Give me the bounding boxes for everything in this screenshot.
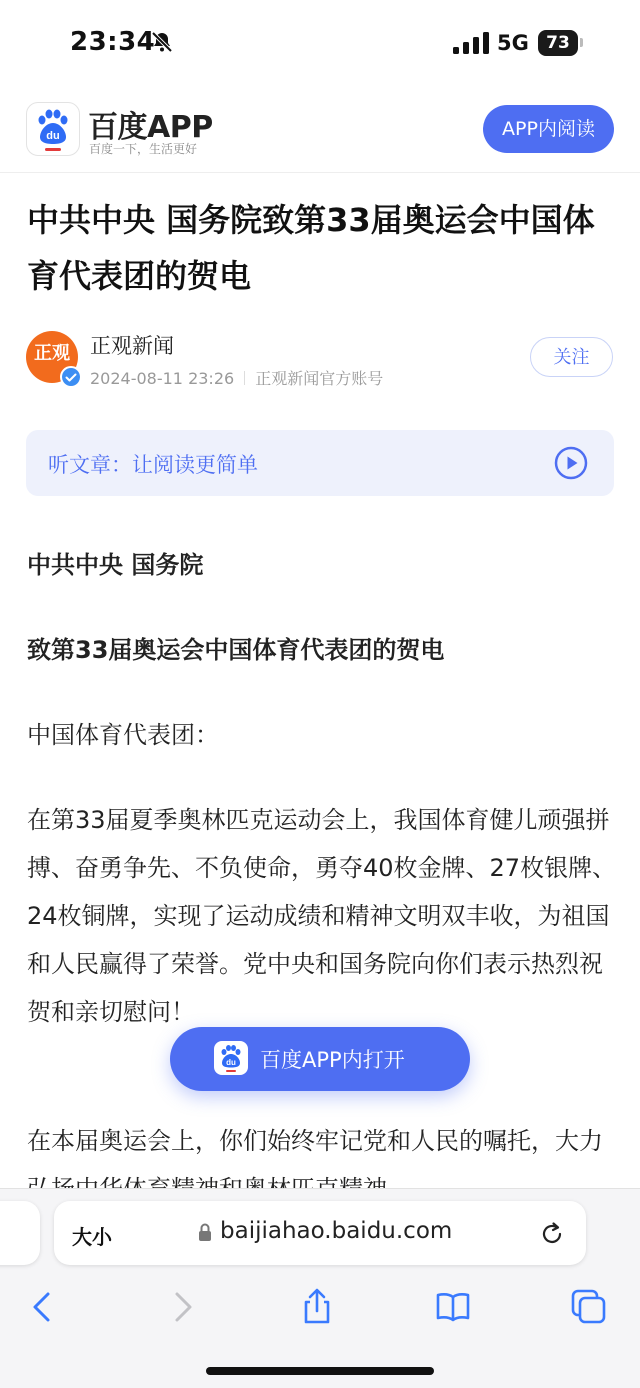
verified-badge-icon bbox=[60, 366, 82, 388]
browser-bottom-bar bbox=[0, 1188, 640, 1388]
article-title: 中共中央 国务院致第33届奥运会中国体育代表团的贺电 bbox=[27, 201, 595, 295]
text-size-button[interactable]: 大小 bbox=[72, 1225, 112, 1249]
author-avatar[interactable]: 正观 bbox=[26, 331, 78, 383]
back-icon[interactable] bbox=[21, 1285, 65, 1329]
reload-icon[interactable] bbox=[539, 1219, 565, 1247]
previous-tab-pill[interactable] bbox=[0, 1201, 40, 1265]
silent-bell-icon bbox=[150, 30, 174, 54]
open-in-app-label: 百度APP内打开 bbox=[260, 1048, 405, 1072]
url-text[interactable]: baijiahao.baidu.com bbox=[220, 1218, 453, 1244]
svg-text:du: du bbox=[46, 130, 60, 142]
battery-cap bbox=[580, 38, 583, 47]
account-type: 正观新闻官方账号 bbox=[255, 369, 384, 388]
baidu-app-title: 百度APP bbox=[88, 110, 213, 145]
listen-article-bar[interactable] bbox=[26, 430, 614, 496]
open-in-baidu-app-button[interactable] bbox=[170, 1027, 470, 1091]
author-meta bbox=[90, 366, 383, 389]
bookmarks-icon[interactable] bbox=[431, 1285, 475, 1329]
author-name[interactable]: 正观新闻 bbox=[90, 334, 174, 358]
tabs-icon[interactable] bbox=[567, 1285, 611, 1329]
body-heading-line-1: 中共中央 国务院 bbox=[27, 551, 204, 579]
status-bar bbox=[0, 0, 640, 88]
follow-button[interactable]: 关注 bbox=[530, 337, 613, 377]
body-paragraph: 在第33届夏季奥林匹克运动会上，我国体育健儿顽强拼搏、奋勇争先、不负使命，勇夺40枚金牌、27枚银牌、24枚铜牌，实现了运动成绩和精神文明双丰收，为祖国和人民赢得了荣誉。党中央和国务院向你们表示热烈祝贺和亲切慰问！ bbox=[27, 806, 617, 1026]
publish-date: 2024-08-11 23:26 bbox=[90, 369, 235, 388]
network-type: 5G bbox=[497, 31, 529, 55]
play-icon[interactable] bbox=[554, 446, 588, 480]
address-bar[interactable] bbox=[54, 1201, 586, 1265]
body-paragraph: 在本届奥运会上，你们始终牢记党和人民的嘱托，大力 bbox=[27, 1127, 603, 1155]
cellular-signal-icon bbox=[453, 32, 489, 54]
baidu-logo-icon bbox=[26, 102, 80, 156]
lock-icon bbox=[198, 1222, 212, 1242]
body-salutation: 中国体育代表团： bbox=[27, 721, 219, 749]
body-heading-line-2: 致第33届奥运会中国体育代表团的贺电 bbox=[27, 636, 445, 664]
svg-text:du: du bbox=[226, 1058, 236, 1067]
meta-divider bbox=[244, 371, 245, 385]
battery-icon: 73 bbox=[538, 30, 578, 56]
share-icon[interactable] bbox=[295, 1285, 339, 1329]
status-time: 23:34 bbox=[70, 27, 156, 57]
baidu-header bbox=[0, 88, 640, 173]
forward-icon[interactable] bbox=[160, 1285, 204, 1329]
home-indicator bbox=[206, 1367, 434, 1375]
baidu-logo-icon bbox=[214, 1041, 248, 1075]
read-in-app-button[interactable]: APP内阅读 bbox=[483, 105, 614, 153]
listen-article-label: 听文章：让阅读更简单 bbox=[48, 453, 258, 477]
baidu-slogan: 百度一下，生活更好 bbox=[89, 142, 198, 156]
